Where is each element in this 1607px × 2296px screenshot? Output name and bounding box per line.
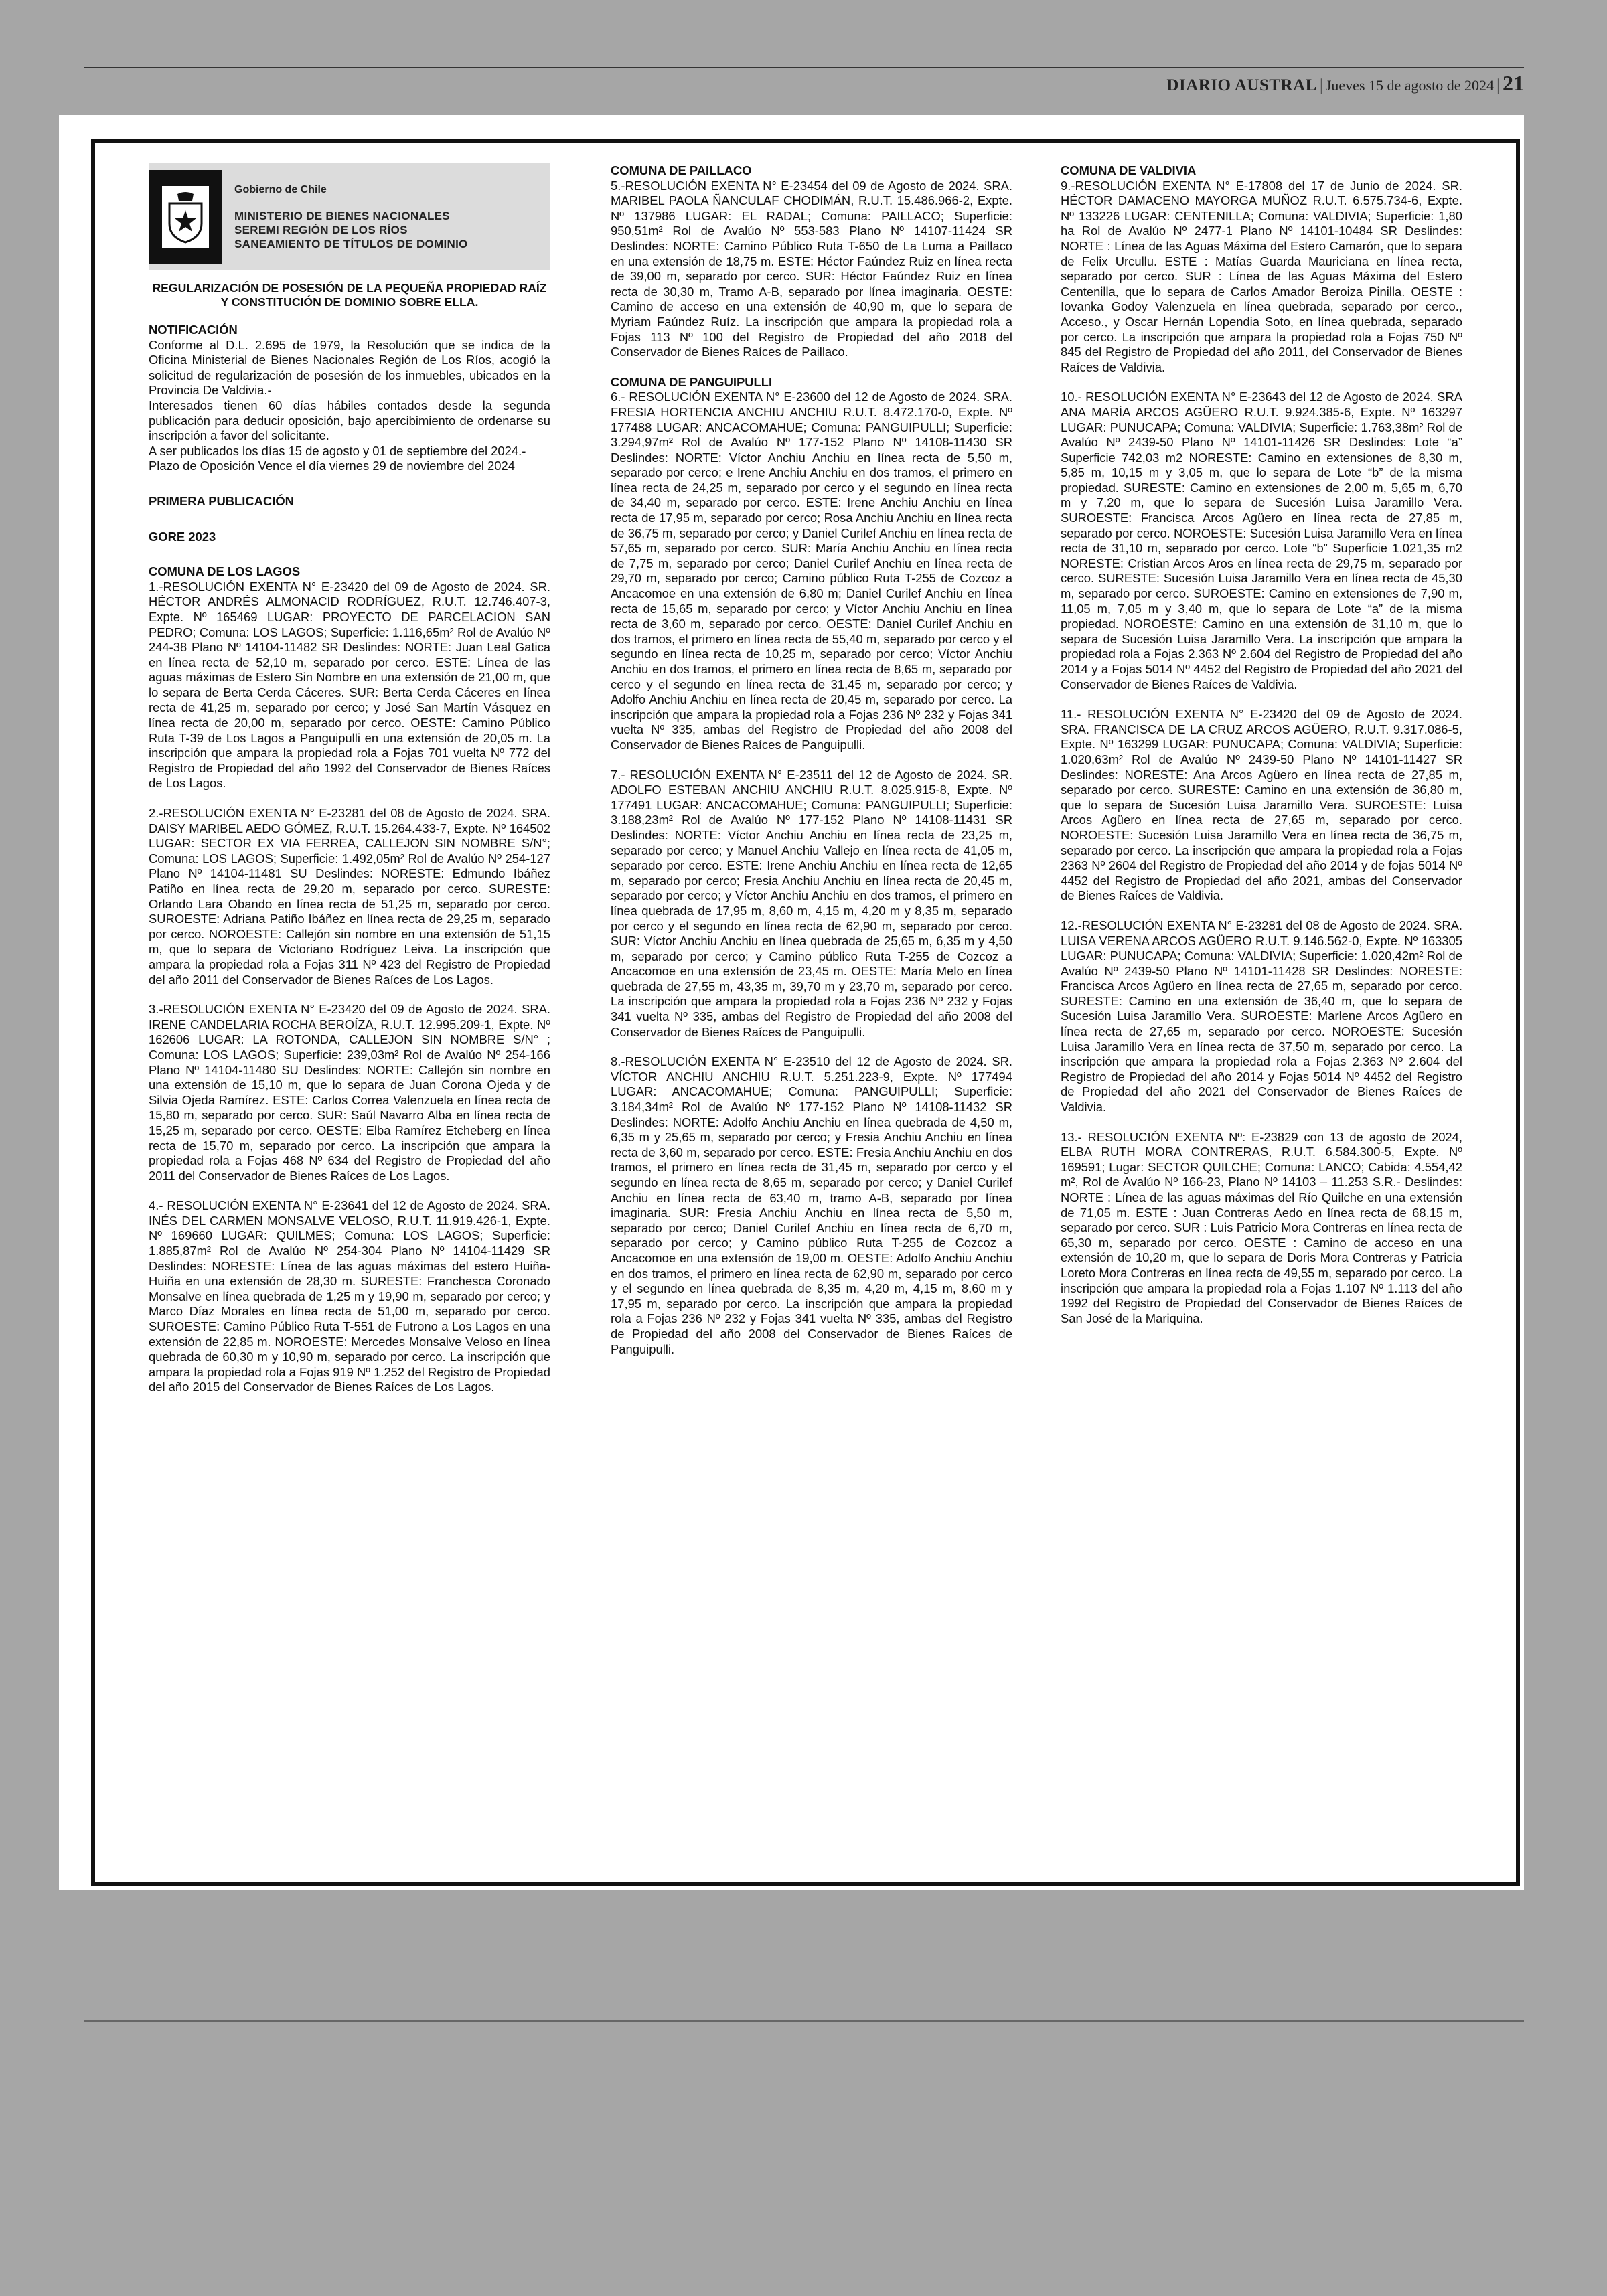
resolution-entry: 5.-RESOLUCIÓN EXENTA N° E-23454 del 09 de Agosto de 2024. SRA. MARIBEL PAOLA ÑANCULAF CHODIMÁN, R.U.T. 15.486.966-2, Expte. Nº 137986 LUGAR: EL RADAL; Comuna: PAILLACO; Superficie: 950,51m² Rol de Avalúo Nº 553-583 Plano Nº 14107-11424 SR Deslindes: NORTE: Camino Público Ruta T-650 de La Luma a Paillaco en una extensión de 18,75 m. ESTE: Héctor Faúndez Ruiz en línea recta de 39,00 m, separado por cerco. SUR: Héctor Faúndez Ruiz en línea recta de 30,30 m, Tramo A-B, separado por línea imaginaria. OESTE: Camino de acceso en una extensión de 40,90 m, que lo separa de Myriam Faúndez Ruíz. La inscripción que ampara la propiedad rola a Fojas 113 Nº 100 del Registro de Propiedad del año 2018 del Conservador de Bienes Raíces de Paillaco.	[611, 178, 1012, 359]
government-logo	[149, 170, 222, 264]
gov-name: Gobierno de Chile	[234, 184, 327, 195]
resolution-entry: 3.-RESOLUCIÓN EXENTA N° E-23420 del 09 de Agosto de 2024. SRA. IRENE CANDELARIA ROCHA BEROÍZA, R.U.T. 12.995.209-1, Expte. Nº 162606 LUGAR: LA ROTONDA, CALLEJON SIN NOMBRE S/N° ; Comuna: LOS LAGOS; Superficie: 239,03m² Rol de Avalúo Nº 254-166 Plano Nº 14104-11480 SU Deslindes: NORTE: Callejón sin nombre en una extensión de 15,10 m, que lo separa de Juan Corona Ojeda y de Silvia Ojeda Ramírez. ESTE: Carlos Correa Valenzuela en línea recta de 15,80 m, separado por cerco. SUR: Saúl Navarro Alba en línea recta de 15,25 m, separado por cerco. OESTE: Elba Ramírez Etcheberg en línea recta de 15,70 m, separado por cerco. La inscripción que ampara la propiedad rola a Fojas 468 Nº 634 del Registro de Propiedad del año 2011 del Conservador de Bienes Raíces de Los Lagos.	[149, 1002, 550, 1183]
notification-heading: NOTIFICACIÓN	[149, 323, 238, 337]
legal-notice-frame	[91, 139, 1520, 1886]
header-rule	[84, 67, 1524, 68]
coat-of-arms-icon	[162, 186, 209, 248]
resolution-entry: 2.-RESOLUCIÓN EXENTA N° E-23281 del 08 de Agosto de 2024. SRA. DAISY MARIBEL AEDO GÓMEZ, R.U.T. 15.264.433-7, Expte. Nº 164502 LUGAR: SECTOR EX VIA FERREA, CALLEJON SIN NOMBRE S/N°; Comuna: LOS LAGOS; Superficie: 1.492,05m² Rol de Avalúo Nº 254-127 Plano Nº 14104-11481 SU Deslindes: NORESTE: Edmundo Ibáñez Patiño en línea recta de 29,20 m, separado por cerco. SURESTE: Orlando Lara Obando en línea recta de 51,25 m, separado por cerco. SUROESTE: Adriana Patiño Ibáñez en línea recta de 29,25 m, separado por cerco. NOROESTE: Callejón sin nombre en una extensión de 51,15 m, que lo separa de Victoriano Rodríguez Leiva. La inscripción que ampara la propiedad rola a Fojas 311 Nº 423 del Registro de Propiedad del año 2011 del Conservador de Bienes Raíces de Los Lagos.	[149, 806, 550, 987]
masthead	[1166, 71, 1524, 96]
footer-rule	[84, 2020, 1524, 2022]
masthead-brand: DIARIO AUSTRAL	[1166, 76, 1317, 94]
resolution-entry: 11.- RESOLUCIÓN EXENTA N° E-23420 del 09 de Agosto de 2024. SRA. FRANCISCA DE LA CRUZ ARCOS AGÜERO, R.U.T. 9.317.086-5, Expte. Nº 163299 LUGAR: PUNUCAPA; Comuna: VALDIVIA; Superficie: 1.020,63m² Rol de Avalúo Nº 2439-50 Plano Nº 14101-11427 SR Deslindes: NORESTE: Ana Arcos Agüero en línea recta de 27,85 m, separado por cerco. SURESTE: Camino en una extensión de 36,80 m, que lo separa de Sucesión Luisa Jaramillo Vera. SUROESTE: Luisa Arcos Agüero en línea recta de 27,65 m, separado por cerco. NOROESTE: Sucesión Luisa Jaramillo Vera en línea recta de 36,75 m, separado por cerco. La inscripción que ampara la propiedad rola a Fojas 2363 Nº 2604 del Registro de Propiedad del año 2014 y de fojas 5014 Nº 4452 del Registro de Propiedad del año 2021, ambas del Conservador de Bienes Raíces de Valdivia.	[1061, 707, 1462, 903]
first-publication-heading: PRIMERA PUBLICACIÓN	[149, 493, 294, 508]
masthead-separator: |	[1496, 76, 1500, 94]
resolution-entry: 9.-RESOLUCIÓN EXENTA N° E-17808 del 17 de Junio de 2024. SR. HÉCTOR DAMACENO MAYORGA MUÑOZ R.U.T. 6.575.734-6, Expte. Nº 133226 LUGAR: CENTENILLA; Comuna: VALDIVIA; Superficie: 1,80 ha Rol de Avalúo Nº 2477-1 Plano Nº 14101-10484 SR Deslindes: NORTE : Línea de las Aguas Máxima del Estero Camarón, que lo separa de Felix Urcullu. ESTE : Matías Guarda Mauriciana en línea recta, separado por cerco. SUR : Línea de las Aguas Máxima del Estero Centenilla, que lo separa de Carlos Amador Beroiza Pinilla. OESTE : Iovanka Godoy Valenzuela en línea quebrada, separado por cerco., Acceso., y Oscar Hernán Lopendia Soto, en línea quebrada, separado por cerco. La inscripción que ampara la propiedad rola a Fojas 750 Nº 845 del Registro de Propiedad del año 2011, del Conservador de Bienes Raíces de Valdivia.	[1061, 178, 1462, 374]
page-number: 21	[1503, 71, 1524, 95]
ministry-line: MINISTERIO DE BIENES NACIONALES	[234, 210, 450, 222]
notice-title: REGULARIZACIÓN DE POSESIÓN DE LA PEQUEÑA PROPIEDAD RAÍZ Y CONSTITUCIÓN DE DOMINIO SOBRE ELLA.	[152, 281, 547, 309]
seremi-line: SEREMI REGIÓN DE LOS RÍOS	[234, 224, 408, 236]
gore-heading: GORE 2023	[149, 529, 216, 544]
comuna-heading: COMUNA DE VALDIVIA	[1061, 163, 1197, 177]
notification-text: Conforme al D.L. 2.695 de 1979, la Resolución que se indica de la Oficina Ministerial de Bienes Nacionales Región de Los Ríos, acogió la solicitud de regularización de posesión de los inmuebles, ubicados en la Provincia De Valdivia.-	[149, 337, 550, 398]
comuna-heading: COMUNA DE LOS LAGOS	[149, 564, 301, 579]
resolution-entry: 10.- RESOLUCIÓN EXENTA N° E-23643 del 12 de Agosto de 2024. SRA ANA MARÍA ARCOS AGÜERO R.U.T. 9.924.385-6, Expte. Nº 163297 LUGAR: PUNUCAPA; Comuna: VALDIVIA; Superficie: 1.763,38m² Rol de Avalúo Nº 2439-50 Plano Nº 14101-11426 SR Deslindes: Lote “a” Superficie 742,03 m2 NORESTE: Camino en extensiones de 8,30 m, 5,85 m, 10,15 m y 3,05 m, que lo separa de Lote “b” de la misma propiedad. SURESTE: Camino en extensiones de 2,00 m, 5,65 m, 6,70 m y 7,20 m, que lo separa de Sucesión Luisa Jaramillo Vera. SUROESTE: Francisca Arcos Agüero en línea recta de 27,85 m, separado por cerco. NOROESTE: Sucesión Luisa Jaramillo Vera en línea recta de 31,10 m, separado por cerco. Lote “b” Superficie 1.021,35 m2 NORESTE: Cristian Arcos Aros en línea recta de 29,75 m, separado por cerco. SURESTE: Sucesión Luisa Jaramillo Vera en línea recta de 45,30 m, separado por cerco. SUROESTE: Camino en extensiones de 7,90 m, 11,05 m, 7,05 m y 3,40 m, que lo separa de Lote “a” de la misma propiedad. NOROESTE: Camino en una extensión de 31,10 m, que lo separa de Sucesión Luisa Jaramillo Vera. La inscripción que ampara la propiedad rola a Fojas 2.363 Nº 2.604 del Registro de Propiedad del año 2014 y a Fojas 5014 Nº 4452 del Registro de Propiedad del año 2021 del Conservador de Bienes Raíces de Valdivia.	[1061, 390, 1462, 691]
masthead-date: Jueves 15 de agosto de 2024	[1325, 77, 1494, 94]
masthead-separator: |	[1319, 76, 1323, 94]
resolution-entry: 1.-RESOLUCIÓN EXENTA N° E-23420 del 09 de Agosto de 2024. SR. HÉCTOR ANDRÉS ALMONACID RODRÍGUEZ, R.U.T. 12.746.407-3, Expte. Nº 165469 LUGAR: PROYECTO DE PARCELACION SAN PEDRO; Comuna: LOS LAGOS; Superficie: 1.116,65m² Rol de Avalúo Nº 244-38 Plano Nº 14104-11482 SR Deslindes: NORTE: Juan Leal Gatica en línea recta de 52,10 m, separado por cerco. ESTE: Línea de las aguas máximas de Estero Sin Nombre en una extensión de 21,00 m, que lo separa de Berta Cerda Cáceres. SUR: Berta Cerda Cáceres en línea recta de 41,25 m, separado por cerco; y José San Martín Vásquez en línea recta de 20,00 m, separado por cerco. OESTE: Camino Público Ruta T-39 de Los Lagos a Panguipulli en una extensión de 20,05 m. La inscripción que ampara la propiedad rola a Fojas 701 vuelta Nº 772 del Registro de Propiedad del año 1992 del Conservador de Bienes Raíces de Los Lagos.	[149, 579, 550, 791]
resolution-entry: 6.- RESOLUCIÓN EXENTA N° E-23600 del 12 de Agosto de 2024. SRA. FRESIA HORTENCIA ANCHIU ANCHIU R.U.T. 8.472.170-0, Expte. Nº 177488 LUGAR: ANCACOMAHUE; Comuna: PANGUIPULLI; Superficie: 3.294,97m² Rol de Avalúo Nº 177-152 Plano Nº 14108-11430 SR Deslindes: NORTE: Víctor Anchiu Anchiu en línea recta de 5,50 m, separado por cerco; e Irene Anchiu Anchiu en dos tramos, el primero en línea recta de 24,25 m, separado por cerco y el segundo en línea recta de 34,40 m, separado por cerco. ESTE: Irene Anchiu Anchiu en línea recta de 17,95 m, separado por cerco; Rosa Anchiu Anchiu en línea recta de 36,75 m, separado por cerco; y Daniel Curilef Anchiu en línea recta de 57,65 m, separado por cerco. SUR: María Anchiu Anchiu en línea recta de 7,75 m, separado por cerco; Daniel Curilef Anchiu en línea recta de 29,70 m, separado por cerco; Camino público Ruta T-255 de Cozcoz a Ancacomoe en una extensión de 6,80 m; Daniel Curilef Anchiu en línea recta de 15,65 m, separado por cerco; y Víctor Anchiu Anchiu en línea recta de 3,60 m, separado por cerco. OESTE: Daniel Curilef Anchiu en dos tramos, el primero en línea recta de 55,40 m, separado por cerco y el segundo en línea recta de 10,25 m, separado por cerco; Víctor Anchiu Anchiu en dos tramos, el primero en línea recta de 8,65 m, separado por cerco y el segundo en línea recta de 31,45 m, separado por cerco; y Adolfo Anchiu Anchiu en línea recta de 20,45 m, separado por cerco. La inscripción que ampara la propiedad rola a Fojas 236 Nº 232 y Fojas 341 vuelta Nº 335, ambas del Registro de Propiedad del año 2008 del Conservador de Bienes Raíces de Panguipulli.	[611, 390, 1012, 752]
resolution-entry: 4.- RESOLUCIÓN EXENTA N° E-23641 del 12 de Agosto de 2024. SRA. INÉS DEL CARMEN MONSALVE VELOSO, R.U.T. 11.919.426-1, Expte. Nº 169660 LUGAR: QUILMES; Comuna: LOS LAGOS; Superficie: 1.885,87m² Rol de Avalúo Nº 254-304 Plano Nº 14104-11429 SR Deslindes: NORESTE: Línea de las aguas máximas del estero Huiña-Huiña en una extensión de 28,30 m. SURESTE: Franchesca Coronado Monsalve en línea quebrada de 1,25 m y 19,90 m, separado por cerco; y Marco Díaz Morales en línea recta de 51,00 m, separado por cerco. SUROESTE: Camino Público Ruta T-551 de Futrono a Los Lagos en una extensión de 22,85 m. NOROESTE: Mercedes Monsalve Veloso en línea quebrada de 60,30 m y 10,90 m, separado por cerco. La inscripción que ampara la propiedad rola a Fojas 919 Nº 1.252 del Registro de Propiedad del año 2015 del Conservador de Bienes Raíces de Los Lagos.	[149, 1198, 550, 1394]
resolution-entry: 7.- RESOLUCIÓN EXENTA N° E-23511 del 12 de Agosto de 2024. SR. ADOLFO ESTEBAN ANCHIU ANCHIU R.U.T. 8.025.915-8, Expte. Nº 177491 LUGAR: ANCACOMAHUE; Comuna: PANGUIPULLI; Superficie: 3.188,23m² Rol de Avalúo Nº 177-152 Plano Nº 14108-11431 SR Deslindes: NORTE: Víctor Anchiu Anchiu en línea recta de 23,25 m, separado por cerco; y Manuel Anchiu Vallejo en línea recta de 41,05 m, separado por cerco. ESTE: Irene Anchiu Anchiu en línea recta de 12,65 m, separado por cerco; Fresia Anchiu Anchiu en línea recta de 20,45 m, separado por cerco; y Víctor Anchiu Anchiu en dos tramos, el primero en línea quebrada de 17,95 m, 8,60 m, 4,15 m, 4,20 m y 8,35 m, separado por cerco y el segundo en línea recta de 62,90 m, separado por cerco. SUR: Víctor Anchiu Anchiu en línea quebrada de 25,65 m, 6,35 m y 4,50 m, separado por cerco; y Camino público Ruta T-255 de Cozcoz a Ancacomoe en una extensión de 23,45 m. OESTE: María Melo en línea quebrada de 27,55 m, 43,35 m, 39,70 m y 23,70 m, separado por cerco. La inscripción que ampara la propiedad rola a Fojas 236 Nº 232 y Fojas 341 vuelta Nº 335, ambas del Registro de Propiedad del año 2008 del Conservador de Bienes Raíces de Panguipulli.	[611, 767, 1012, 1039]
government-header	[149, 163, 550, 270]
notification-text: Interesados tienen 60 días hábiles contados desde la segunda publicación para deducir oposición, bajo apercibimiento de ordenarse su inscripción a favor del solicitante.	[149, 398, 550, 443]
ministry-text	[234, 183, 468, 251]
column-1	[149, 163, 550, 1410]
notification-text: A ser publicados los días 15 de agosto y 01 de septiembre del 2024.-	[149, 443, 526, 458]
notification-text: Plazo de Oposición Vence el día viernes 29 de noviembre del 2024	[149, 459, 515, 473]
resolution-entry: 8.-RESOLUCIÓN EXENTA N° E-23510 del 12 de Agosto de 2024. SR. VÍCTOR ANCHIU ANCHIU R.U.T. 5.251.223-9, Expte. Nº 177494 LUGAR: ANCACOMAHUE; Comuna: PANGUIPULLI; Superficie: 3.184,34m² Rol de Avalúo Nº 177-152 Plano Nº 14108-11432 SR Deslindes: NORTE: Adolfo Anchiu Anchiu en línea quebrada de 4,50 m, 6,35 m y 25,65 m, separado por cerco; y Fresia Anchiu Anchiu en línea recta de 3,60 m, separado por cerco. ESTE: Fresia Anchiu Anchiu en dos tramos, el primero en línea recta de 31,45 m, separado por cerco y el segundo en línea recta de 8,65 m, separado por cerco; y Daniel Curilef Anchiu en línea recta de 63,40 m, tramo A-B, separado por línea imaginaria. SUR: Fresia Anchiu Anchiu en línea recta de 5,50 m, separado por cerco; Daniel Curilef Anchiu en línea recta de 6,70 m, separado por cerco; y Camino público Ruta T-255 de Cozcoz a Ancacomoe en una extensión de 19,00 m. OESTE: Adolfo Anchiu Anchiu en dos tramos, el primero en línea recta de 62,90 m, separado por cerco y el segundo en línea quebrada de 8,35 m, 4,20 m, 4,15 m, 8,60 m y 17,95 m, separado por cerco. La inscripción que ampara la propiedad rola a Fojas 236 Nº 232 y Fojas 341 vuelta Nº 335, ambas del Registro de Propiedad del año 2008 del Conservador de Bienes Raíces de Panguipulli.	[611, 1054, 1012, 1356]
comuna-heading: COMUNA DE PANGUIPULLI	[611, 374, 773, 389]
column-2	[611, 163, 1012, 1372]
resolution-entry: 12.-RESOLUCIÓN EXENTA N° E-23281 del 08 de Agosto de 2024. SRA. LUISA VERENA ARCOS AGÜERO R.U.T. 9.146.562-0, Expte. Nº 163305 LUGAR: PUNUCAPA; Comuna: VALDIVIA; Superficie: 1.020,42m² Rol de Avalúo Nº 2439-50 Plano Nº 14101-11428 SR Deslindes: NORESTE: Francisca Arcos Agüero en línea recta de 27,65 m, separado por cerco. SURESTE: Camino en una extensión de 36,40 m, que lo separa de Sucesión Luisa Jaramillo Vera. SUROESTE: Marlene Arcos Agüero en línea recta de 27,65 m, separado por cerco. NOROESTE: Sucesión Luisa Jaramillo Vera en línea recta de 37,50 m, separado por cerco. La inscripción que ampara la propiedad rola a Fojas 2.363 Nº 2.604 del Registro de Propiedad del año 2014 y Fojas 5014 Nº 4452 del Registro de Propiedad del año 2021 del Conservador de Bienes Raíces de Valdivia.	[1061, 918, 1462, 1115]
saneamiento-line: SANEAMIENTO DE TÍTULOS DE DOMINIO	[234, 238, 468, 250]
column-3	[1061, 163, 1462, 1341]
resolution-entry: 13.- RESOLUCIÓN EXENTA Nº: E-23829 con 13 de agosto de 2024, ELBA RUTH MORA CONTRERAS, R.U.T. 6.584.300-5, Expte. Nº 169591; Lugar: SECTOR QUILCHE; Comuna: LANCO; Cabida: 4.554,42 m², Rol de Avalúo Nº 166-23, Plano Nº 14103 – 11.253 S.R.- Deslindes: NORTE : Línea de las aguas máximas del Río Quilche en una extensión de 71,05 m. ESTE : Juan Contreras Aedo en línea recta de 68,15 m, separado por cerco. SUR : Luis Patricio Mora Contreras en línea recta de 65,30 m, separado por cerco. OESTE : Camino de acceso en una extensión de 10,20 m, que lo separa de Doris Mora Contreras y Patricia Loreto Mora Contreras en línea recta de 49,55 m, separado por cerco. La inscripción que ampara la propiedad rola a Fojas 1.107 Nº 1.113 del año 1992 del Registro de Propiedad del Conservador de Bienes Raíces de San José de la Mariquina.	[1061, 1129, 1462, 1325]
comuna-heading: COMUNA DE PAILLACO	[611, 163, 752, 177]
